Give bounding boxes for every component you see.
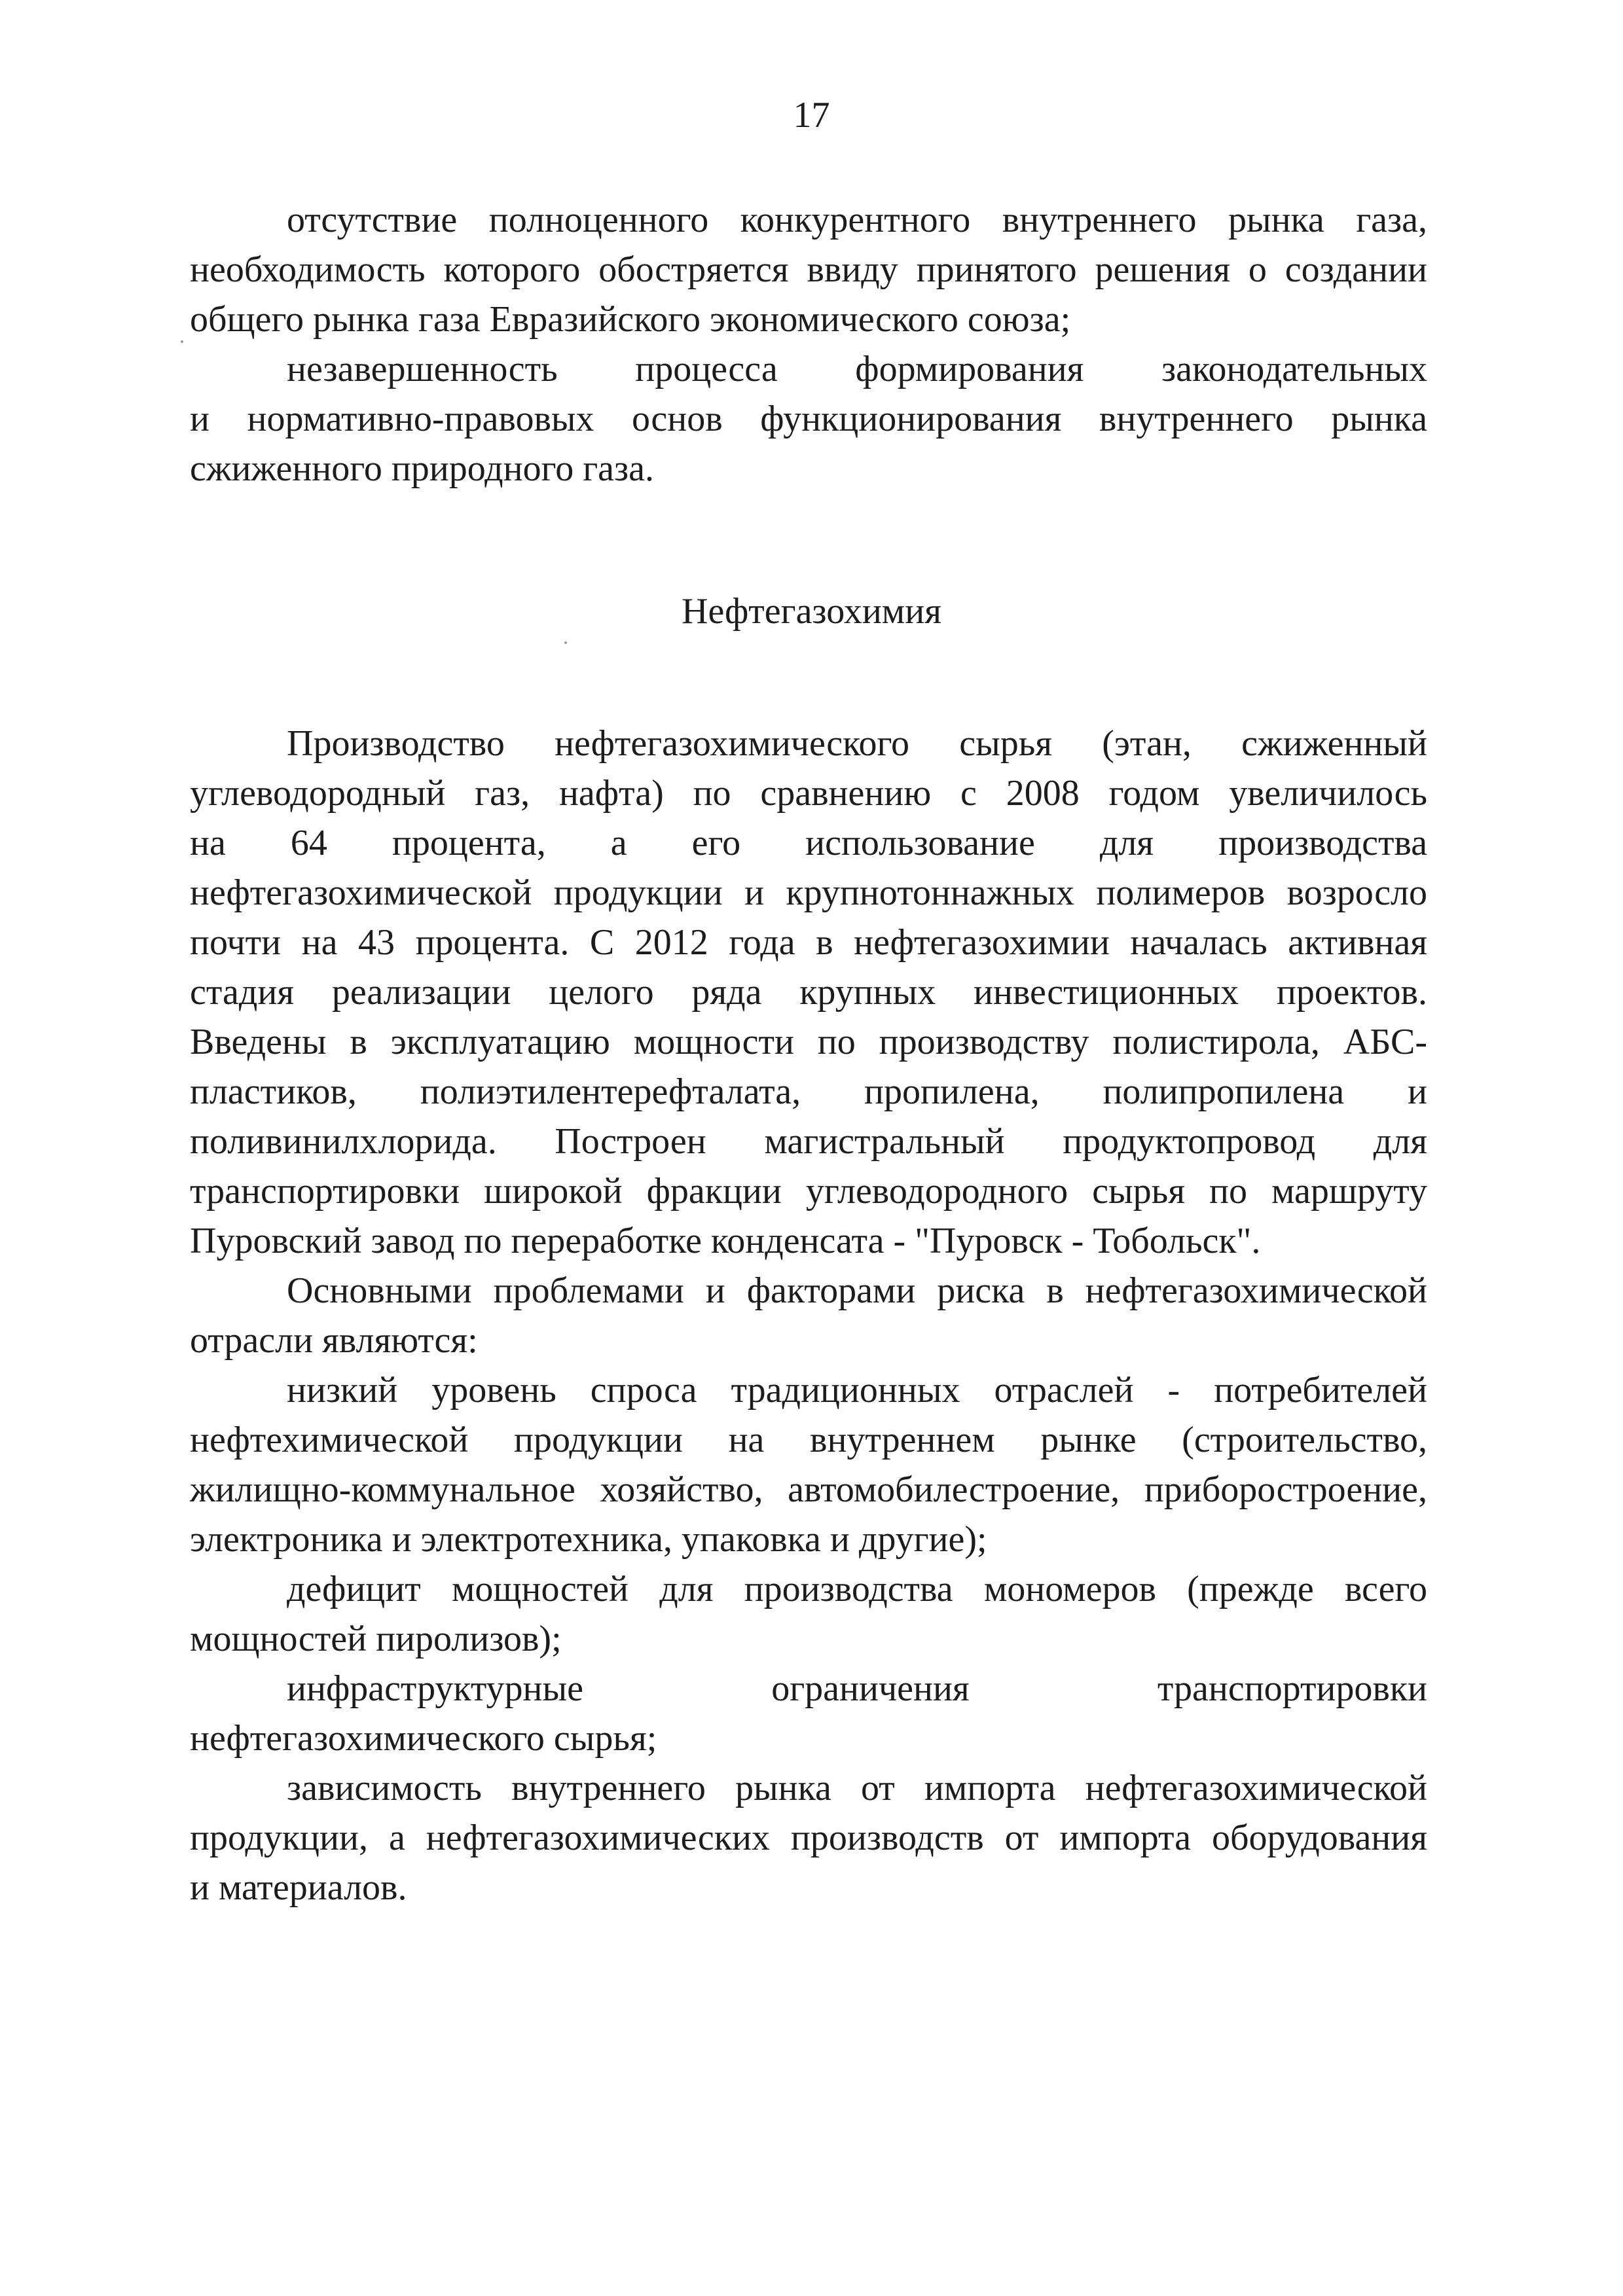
section-heading: Нефтегазохимия xyxy=(682,591,941,632)
text-line: общего рынка газа Евразийского экономического союза; xyxy=(190,299,1071,340)
text-line: отсутствие полноценного конкурентного внутреннего рынка газа, xyxy=(287,200,1427,240)
text-line: стадия реализации целого ряда крупных инвестиционных проектов. xyxy=(190,972,1427,1013)
text-line: нефтегазохимической продукции и крупнотоннажных полимеров возросло xyxy=(190,872,1427,913)
text-line: низкий уровень спроса традиционных отраслей - потребителей xyxy=(287,1370,1427,1410)
text-line: необходимость которого обостряется ввиду принятого решения о создании xyxy=(190,249,1427,290)
text-line: Основными проблемами и факторами риска в нефтегазохимической xyxy=(287,1270,1427,1311)
text-line: сжиженного природного газа. xyxy=(190,448,654,489)
text-line: Введены в эксплуатацию мощности по производству полистирола, АБС- xyxy=(190,1022,1427,1062)
text-line: на 64 процента, а его использование для производства xyxy=(190,823,1427,863)
scan-speck xyxy=(564,641,567,644)
text-line: мощностей пиролизов); xyxy=(190,1619,562,1659)
text-line: зависимость внутреннего рынка от импорта нефтегазохимической xyxy=(287,1768,1427,1808)
text-line: незавершенность процесса формирования законодательных xyxy=(287,349,1427,389)
scan-speck xyxy=(181,340,183,343)
page-number: 17 xyxy=(793,95,830,135)
text-line: Пуровский завод по переработке конденсата - "Пуровск - Тобольск". xyxy=(190,1221,1261,1261)
text-line: электроника и электротехника, упаковка и другие); xyxy=(190,1519,987,1560)
text-line: транспортировки широкой фракции углеводородного сырья по маршруту xyxy=(190,1171,1427,1211)
text-line: отрасли являются: xyxy=(190,1320,478,1361)
text-line: дефицит мощностей для производства мономеров (прежде всего xyxy=(287,1569,1427,1609)
text-line: углеводородный газ, нафта) по сравнению с 2008 годом увеличилось xyxy=(190,773,1427,814)
text-line: жилищно-коммунальное хозяйство, автомобилестроение, приборостроение, xyxy=(190,1469,1427,1510)
text-line: нефтехимической продукции на внутреннем рынке (строительство, xyxy=(190,1420,1427,1460)
text-line: и материалов. xyxy=(190,1867,407,1908)
text-line: пластиков, полиэтилентерефталата, пропилена, полипропилена и xyxy=(190,1071,1427,1112)
text-line: нефтегазохимического сырья; xyxy=(190,1718,657,1759)
text-line: Производство нефтегазохимического сырья (этан, сжиженный xyxy=(287,723,1427,764)
text-line: и нормативно-правовых основ функционирования внутреннего рынка xyxy=(190,399,1427,439)
text-line: поливинилхлорида. Построен магистральный продуктопровод для xyxy=(190,1121,1427,1162)
text-line: почти на 43 процента. С 2012 года в нефтегазохимии началась активная xyxy=(190,922,1427,963)
text-line: инфраструктурные ограничения транспортировки xyxy=(287,1668,1427,1709)
text-line: продукции, а нефтегазохимических производств от импорта оборудования xyxy=(190,1818,1427,1858)
